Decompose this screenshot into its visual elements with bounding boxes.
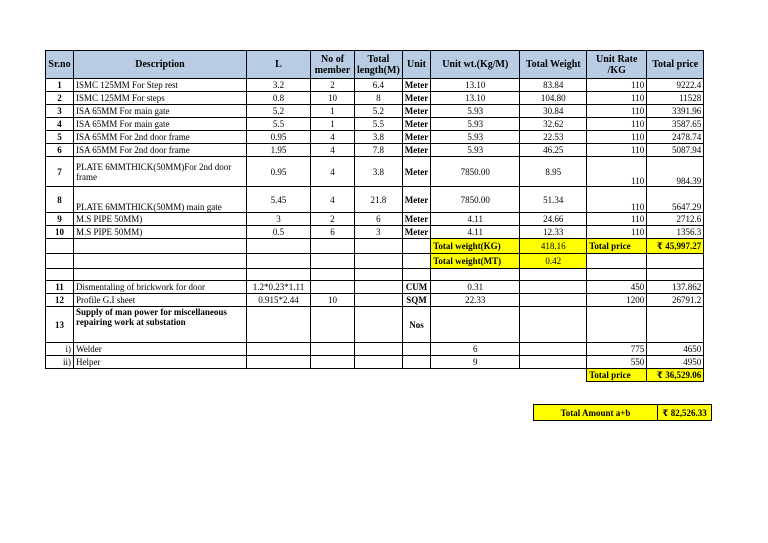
spacer-row: [46, 269, 704, 281]
unit-cell: CUM: [402, 281, 430, 294]
total-price-a-label: Total price: [587, 239, 647, 254]
total-weight-mt-value: 0.42: [520, 254, 587, 269]
col-header-unit: Unit: [402, 51, 430, 79]
sr-cell: 8: [46, 187, 74, 213]
total-length-cell: 7.8: [355, 144, 403, 157]
sr-cell: 2: [46, 92, 74, 105]
members-cell: [311, 281, 355, 294]
sr-cell: ii): [46, 356, 74, 369]
l-cell: 5.2: [247, 105, 311, 118]
members-cell: 6: [311, 226, 355, 239]
grand-total-label: Total Amount a+b: [534, 405, 658, 421]
grand-total-box: [533, 404, 712, 421]
table-row: [46, 144, 704, 157]
header-row: [46, 51, 704, 79]
table-row: [46, 79, 704, 92]
l-cell: 5.45: [247, 187, 311, 213]
estimate-table: [45, 50, 704, 382]
unit-wt-cell: 5.93: [431, 144, 520, 157]
rate-cell: 110: [587, 92, 647, 105]
sr-cell: i): [46, 343, 74, 356]
unit-cell: Nos: [402, 307, 430, 343]
price-cell: 1356.3: [647, 226, 704, 239]
col-header-total-weight: Total Weight: [520, 51, 587, 79]
total-price-b-label: Total price: [587, 369, 647, 382]
sr-cell: 1: [46, 79, 74, 92]
members-cell: 1: [311, 105, 355, 118]
desc-cell: Supply of man power for miscellaneous repairing work at substation: [74, 307, 247, 343]
total-weight-mt-row: [46, 254, 704, 269]
unit-cell: Meter: [402, 105, 430, 118]
total-length-cell: 3.8: [355, 131, 403, 144]
sr-cell: 7: [46, 157, 74, 187]
price-cell: 11528: [647, 92, 704, 105]
members-cell: 2: [311, 79, 355, 92]
price-cell: 137.862: [647, 281, 704, 294]
unit-cell: Meter: [402, 118, 430, 131]
total-weight-cell: 104.80: [520, 92, 587, 105]
table-row: [46, 281, 704, 294]
members-cell: 1: [311, 118, 355, 131]
unit-wt-cell: 22.33: [431, 294, 520, 307]
total-length-cell: 8: [355, 92, 403, 105]
desc-cell: ISA 65MM For main gate: [74, 118, 247, 131]
rate-cell: 110: [587, 131, 647, 144]
unit-cell: Meter: [402, 226, 430, 239]
rate-cell: 1200: [587, 294, 647, 307]
table-row: [46, 105, 704, 118]
total-weight-cell: 83.84: [520, 79, 587, 92]
price-cell: 2478.74: [647, 131, 704, 144]
total-weight-cell: 32.62: [520, 118, 587, 131]
sr-cell: 9: [46, 213, 74, 226]
members-cell: 4: [311, 131, 355, 144]
table-row: [46, 187, 704, 213]
total-weight-kg-label: Total weight(KG): [431, 239, 520, 254]
total-length-cell: 5.5: [355, 118, 403, 131]
unit-wt-cell: 9: [431, 356, 520, 369]
unit-cell: Meter: [402, 213, 430, 226]
sr-cell: 11: [46, 281, 74, 294]
table-row: [46, 294, 704, 307]
l-cell: 0.8: [247, 92, 311, 105]
unit-wt-cell: 5.93: [431, 118, 520, 131]
total-length-cell: 3.8: [355, 157, 403, 187]
total-length-cell: 5.2: [355, 105, 403, 118]
rate-cell: 550: [587, 356, 647, 369]
members-cell: 4: [311, 187, 355, 213]
l-cell: 5.5: [247, 118, 311, 131]
members-cell: 4: [311, 144, 355, 157]
l-cell: 0.915*2.44: [247, 294, 311, 307]
unit-wt-cell: 7850.00: [431, 157, 520, 187]
table-row: [46, 118, 704, 131]
table-row: [46, 157, 704, 187]
table-row: [46, 226, 704, 239]
rate-cell: 450: [587, 281, 647, 294]
members-cell: 2: [311, 213, 355, 226]
col-header-total-length: Total length(M): [355, 51, 403, 79]
members-cell: 10: [311, 92, 355, 105]
sr-cell: 5: [46, 131, 74, 144]
sr-cell: 6: [46, 144, 74, 157]
desc-cell: ISMC 125MM For steps: [74, 92, 247, 105]
rate-cell: 775: [587, 343, 647, 356]
unit-cell: Meter: [402, 144, 430, 157]
rate-cell: 110: [587, 213, 647, 226]
desc-cell: Dismentaling of brickwork for door: [74, 281, 247, 294]
price-cell: 9222.4: [647, 79, 704, 92]
table-row: [46, 307, 704, 343]
total-weight-cell: 22.53: [520, 131, 587, 144]
total-weight-cell: 46.25: [520, 144, 587, 157]
rate-cell: 110: [587, 118, 647, 131]
total-price-b-row: [46, 369, 704, 382]
rate-cell: 110: [587, 226, 647, 239]
total-weight-kg-row: [46, 239, 704, 254]
total-weight-cell: 30.84: [520, 105, 587, 118]
unit-wt-cell: 6: [431, 343, 520, 356]
table-row: [46, 92, 704, 105]
total-price-b-value: ₹ 36,529.06: [647, 369, 704, 382]
l-cell: 1.95: [247, 144, 311, 157]
sr-cell: 4: [46, 118, 74, 131]
desc-cell: ISA 65MM For 2nd door frame: [74, 144, 247, 157]
desc-cell: M.S PIPE 50MM): [74, 213, 247, 226]
unit-wt-cell: 5.93: [431, 131, 520, 144]
price-cell: 984.39: [647, 157, 704, 187]
total-length-cell: 3: [355, 226, 403, 239]
table-row: [46, 213, 704, 226]
price-cell: 5647.29: [647, 187, 704, 213]
table-row: [46, 356, 704, 369]
sr-cell: 12: [46, 294, 74, 307]
price-cell: 5087.94: [647, 144, 704, 157]
total-price-a-value: ₹ 45,997.27: [647, 239, 704, 254]
table-row: [46, 131, 704, 144]
price-cell: 3587.65: [647, 118, 704, 131]
col-header-srno: Sr.no: [46, 51, 74, 79]
desc-cell: Helper: [74, 356, 247, 369]
rate-cell: 110: [587, 79, 647, 92]
price-cell: 3391.96: [647, 105, 704, 118]
total-length-cell: 21.8: [355, 187, 403, 213]
desc-cell: Welder: [74, 343, 247, 356]
price-cell: 4650: [647, 343, 704, 356]
total-weight-cell: 8.95: [520, 157, 587, 187]
l-cell: 0.5: [247, 226, 311, 239]
total-weight-mt-label: Total weight(MT): [431, 254, 520, 269]
l-cell: 0.95: [247, 157, 311, 187]
rate-cell: 110: [587, 105, 647, 118]
unit-wt-cell: 7850.00: [431, 187, 520, 213]
unit-wt-cell: 4.11: [431, 226, 520, 239]
price-cell: 26791.2: [647, 294, 704, 307]
desc-cell: Profile G.I sheet: [74, 294, 247, 307]
unit-cell: Meter: [402, 187, 430, 213]
rate-cell: 110: [587, 187, 647, 213]
unit-wt-cell: 5.93: [431, 105, 520, 118]
desc-cell: ISA 65MM For 2nd door frame: [74, 131, 247, 144]
total-weight-kg-value: 418.16: [520, 239, 587, 254]
price-cell: 2712.6: [647, 213, 704, 226]
price-cell: 4950: [647, 356, 704, 369]
col-header-members: No of member: [311, 51, 355, 79]
desc-cell: ISMC 125MM For Step rest: [74, 79, 247, 92]
unit-cell: Meter: [402, 92, 430, 105]
desc-cell: ISA 65MM For main gate: [74, 105, 247, 118]
grand-total-value: ₹ 82,526.33: [658, 405, 712, 421]
members-cell: 10: [311, 294, 355, 307]
total-weight-cell: 51.34: [520, 187, 587, 213]
total-length-cell: 6: [355, 213, 403, 226]
members-cell: 4: [311, 157, 355, 187]
unit-wt-cell: 4.11: [431, 213, 520, 226]
l-cell: 3.2: [247, 79, 311, 92]
rate-cell: 110: [587, 144, 647, 157]
sr-cell: 10: [46, 226, 74, 239]
unit-wt-cell: 13.10: [431, 92, 520, 105]
total-weight-cell: 24.66: [520, 213, 587, 226]
rate-cell: 110: [587, 157, 647, 187]
desc-cell: PLATE 6MMTHICK(50MM) main gate: [74, 187, 247, 213]
col-header-unit-rate: Unit Rate /KG: [587, 51, 647, 79]
unit-wt-cell: 0.31: [431, 281, 520, 294]
total-weight-cell: 12.33: [520, 226, 587, 239]
sr-cell: 13: [46, 307, 74, 343]
l-cell: 1.2*0.23*1.11: [247, 281, 311, 294]
desc-cell: M.S PIPE 50MM): [74, 226, 247, 239]
unit-wt-cell: 13.10: [431, 79, 520, 92]
unit-cell: Meter: [402, 131, 430, 144]
l-cell: 0.95: [247, 131, 311, 144]
unit-cell: Meter: [402, 157, 430, 187]
sr-cell: 3: [46, 105, 74, 118]
col-header-unit-wt: Unit wt.(Kg/M): [431, 51, 520, 79]
table-row: [46, 343, 704, 356]
col-header-description: Description: [74, 51, 247, 79]
col-header-l: L: [247, 51, 311, 79]
col-header-total-price: Total price: [647, 51, 704, 79]
l-cell: 3: [247, 213, 311, 226]
total-length-cell: 6.4: [355, 79, 403, 92]
desc-cell: PLATE 6MMTHICK(50MM)For 2nd door frame: [74, 157, 247, 187]
unit-cell: SQM: [402, 294, 430, 307]
unit-cell: Meter: [402, 79, 430, 92]
